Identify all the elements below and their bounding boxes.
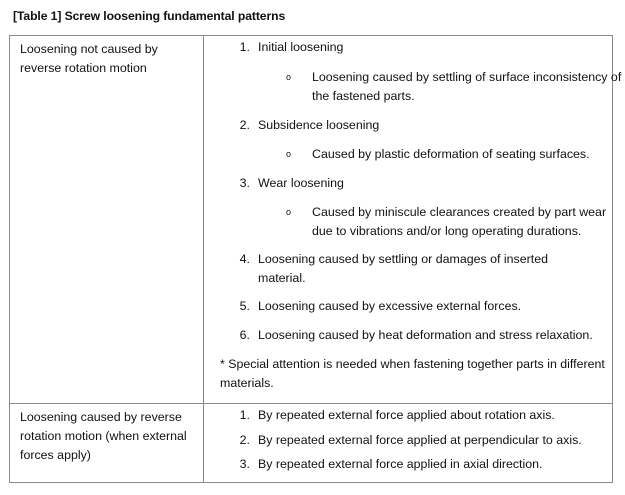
- item-number: 1.: [239, 40, 250, 54]
- loosening-patterns-table: [9, 35, 622, 483]
- item-number: 3.: [239, 457, 250, 471]
- item-text: Initial loosening: [258, 40, 344, 54]
- item-text: Wear loosening: [258, 176, 344, 190]
- item-number: 4.: [239, 252, 250, 266]
- category-cell: Loosening not caused by reverse rotation motion: [20, 42, 158, 75]
- item-text: By repeated external force applied in axial direction.: [258, 457, 543, 471]
- item-number: 3.: [239, 176, 250, 190]
- item-text: Loosening caused by heat deformation and stress relaxation.: [258, 328, 593, 342]
- item-text: By repeated external force applied at perpendicular to axis.: [258, 433, 582, 447]
- item-number: 1.: [239, 408, 250, 422]
- item-text: Subsidence loosening: [258, 118, 380, 132]
- item-number: 2.: [239, 118, 250, 132]
- table-title: [Table 1] Screw loosening fundamental patterns: [13, 9, 286, 23]
- item-number: 6.: [239, 328, 250, 342]
- bullet-icon: o: [286, 72, 292, 82]
- item-number: 5.: [239, 299, 250, 313]
- bullet-icon: o: [286, 149, 292, 159]
- table-row: [10, 404, 612, 482]
- column-divider: [203, 404, 204, 482]
- item-number: 2.: [239, 433, 250, 447]
- category-cell: Loosening caused by reverse rotation motion (when external forces apply): [20, 410, 187, 462]
- sub-item-text: Caused by plastic deformation of seating surfaces.: [312, 147, 590, 161]
- special-note: * Special attention is needed when fastening together parts in different materials.: [220, 357, 605, 390]
- table-row: [10, 36, 622, 404]
- item-text: Loosening caused by excessive external forces.: [258, 299, 522, 313]
- bullet-icon: o: [286, 207, 292, 217]
- sub-item-text: Caused by miniscule clearances created by part wear due to vibrations and/or long operating durations.: [312, 205, 607, 238]
- sub-item-text: Loosening caused by settling of surface inconsistency of the fastened parts.: [312, 70, 622, 103]
- item-text: By repeated external force applied about rotation axis.: [258, 408, 555, 422]
- column-divider: [203, 36, 204, 403]
- item-text: Loosening caused by settling or damages of inserted material.: [258, 252, 548, 285]
